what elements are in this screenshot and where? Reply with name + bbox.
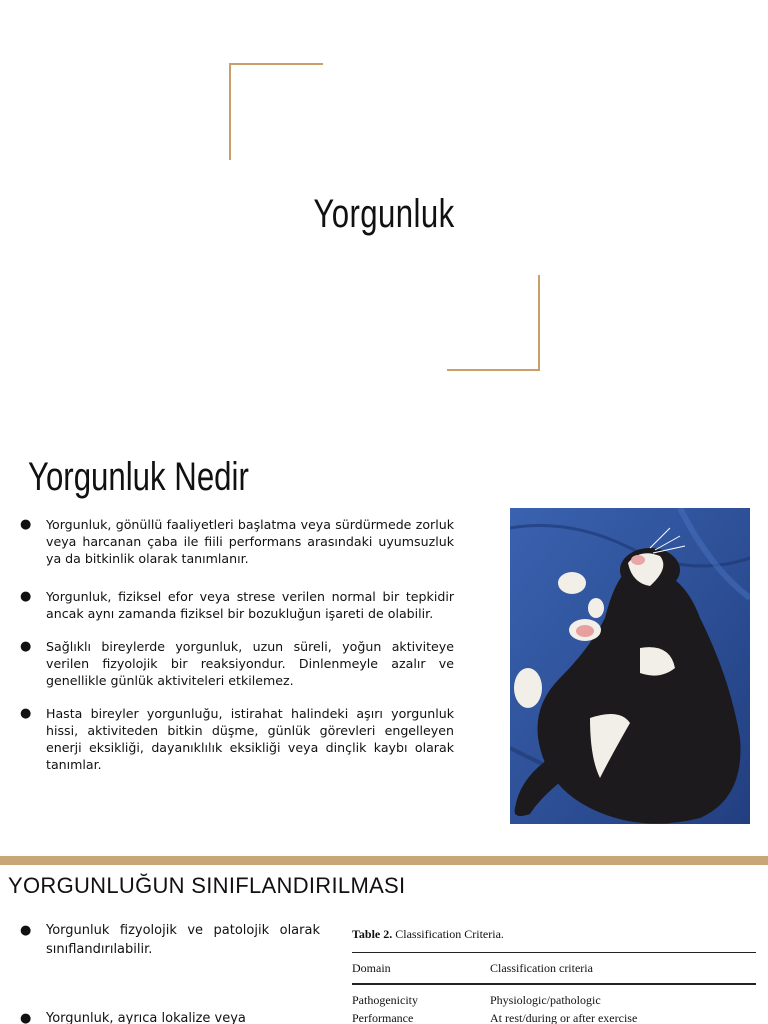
table-header-row bbox=[352, 952, 756, 985]
list-item: ● Yorgunluk fizyolojik ve patolojik olarak sınıflandırılabilir. bbox=[20, 923, 320, 957]
table-cell: Physiologic/pathologic bbox=[490, 992, 601, 1007]
column-header: Classification criteria bbox=[490, 960, 593, 975]
column-header: Domain bbox=[352, 960, 391, 975]
list-item: ● Yorgunluk, fiziksel efor veya strese verilen normal bir tepkidir ancak aynı zamanda fiziksel bir bozukluğun işareti de olabilir. bbox=[20, 589, 454, 621]
sleeping-cat-photo bbox=[510, 508, 750, 824]
table-row bbox=[352, 991, 756, 1009]
slide-title: Yorgunluk bbox=[313, 192, 455, 236]
corner-frame-top-left bbox=[229, 63, 323, 160]
definition-slide bbox=[0, 430, 768, 855]
bullet-list bbox=[20, 921, 320, 1024]
slide-separator bbox=[0, 856, 768, 865]
table-row bbox=[352, 1009, 756, 1024]
list-item: ● Yorgunluk, ayrıca lokalize veya bbox=[20, 1011, 246, 1024]
table-cell: Performance bbox=[352, 1010, 414, 1024]
list-item: ● Sağlıklı bireylerde yorgunluk, uzun süreli, yoğun aktiviteye verilen fizyolojik bir reaksiyondur. Dinlenmeyle azalır ve genellikle günlük aktiviteleri etkilemez. bbox=[20, 639, 454, 688]
list-item: ● Hasta bireyler yorgunluğu, istirahat halindeki aşırı yorgunluk hissi, aktiviteden bitkin düşme, günlük görevleri engelleyen enerji eksikliği, dayanıklılık eksikliği veya dinçlik kaybı olarak tanımlar. bbox=[20, 706, 454, 772]
bullet-list bbox=[20, 516, 454, 789]
table-caption: Table 2. Classification Criteria. bbox=[352, 927, 504, 941]
table-cell: At rest/during or after exercise bbox=[490, 1010, 638, 1024]
slide-heading: YORGUNLUĞUN SINIFLANDIRILMASI bbox=[8, 873, 406, 898]
classification-slide bbox=[0, 865, 768, 1024]
title-slide bbox=[0, 0, 768, 430]
classification-table bbox=[352, 927, 756, 1024]
slide-heading: Yorgunluk Nedir bbox=[28, 455, 249, 499]
cat-on-sofa-illustration bbox=[510, 508, 750, 824]
table-cell: Pathogenicity bbox=[352, 992, 418, 1007]
list-item: ● Yorgunluk, gönüllü faaliyetleri başlatma veya sürdürmede zorluk veya harcanan çaba ile fiili performans arasındaki uyumsuzluk ya da bitkinlik olarak tanımlanır. bbox=[20, 517, 454, 566]
corner-frame-bottom-right bbox=[447, 275, 540, 371]
